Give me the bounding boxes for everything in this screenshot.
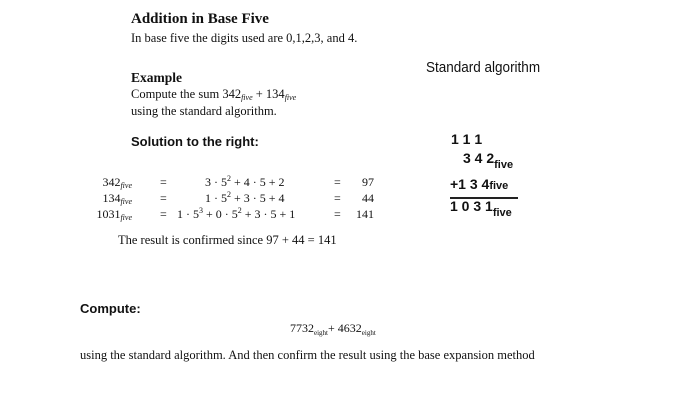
row-value: 44 (362, 191, 374, 205)
row-number: $134_{five}$ (102, 191, 132, 206)
addend-2: +1 3 4five (450, 176, 509, 192)
compute-heading: Compute: (80, 301, 141, 316)
sum-row: 1 0 3 $1_{five}$ (450, 198, 512, 219)
base-subscript: five (241, 93, 253, 102)
expansion-row (76, 207, 132, 222)
row-value: 97 (362, 175, 374, 189)
row-expression: $1 \cdot 5^3 + 0 \cdot 5^2 + 3 \cdot 5 + 1$ (177, 206, 296, 221)
expansion-row (76, 191, 132, 206)
row-equals: = (160, 191, 167, 205)
example-heading: Example (131, 70, 183, 85)
row-equals: = (160, 207, 167, 221)
row-equals: = (334, 191, 341, 205)
row-number: $1031_{five}$ (96, 207, 132, 222)
expansion-row (76, 175, 132, 190)
standard-algorithm-title: Standard algorithm (426, 59, 541, 76)
addend-1: 3 4 $2_{five}$ (463, 150, 514, 171)
solution-label (131, 134, 259, 149)
confirmation-text: The result is confirmed since 97 + 44 = 141 (118, 233, 337, 247)
row-equals: = (334, 175, 341, 189)
row-expression: $3 \cdot 5^2 + 4 \cdot 5 + 2$ (205, 174, 285, 189)
instruction-text: using the standard algorithm. And then confirm the result using the base expansion method (80, 348, 535, 362)
row-number: $342_{five}$ (102, 175, 132, 190)
row-value: 141 (356, 207, 374, 221)
carries-row: 1 1 1 (451, 131, 483, 147)
solution-bold: Solution (131, 134, 183, 149)
compute-expression: $7732_{eight}+ 4632_{eight}$ (290, 321, 376, 337)
example-text: Compute the sum 342 (131, 87, 242, 101)
row-expression: $1 \cdot 5^2 + 3 \cdot 5 + 4$ (205, 190, 285, 205)
example-line-1 (131, 87, 296, 102)
row-equals: = (334, 207, 341, 221)
solution-rest: to the right: (183, 134, 259, 149)
example-plus: + 134 (252, 87, 285, 101)
section-title: Addition in Base Five (131, 11, 269, 27)
base-subscript: five (284, 93, 297, 102)
row-equals: = (160, 175, 167, 189)
example-line-2: using the standard algorithm. (131, 104, 277, 118)
intro-text: In base five the digits used are 0,1,2,3, and 4. (131, 31, 358, 45)
